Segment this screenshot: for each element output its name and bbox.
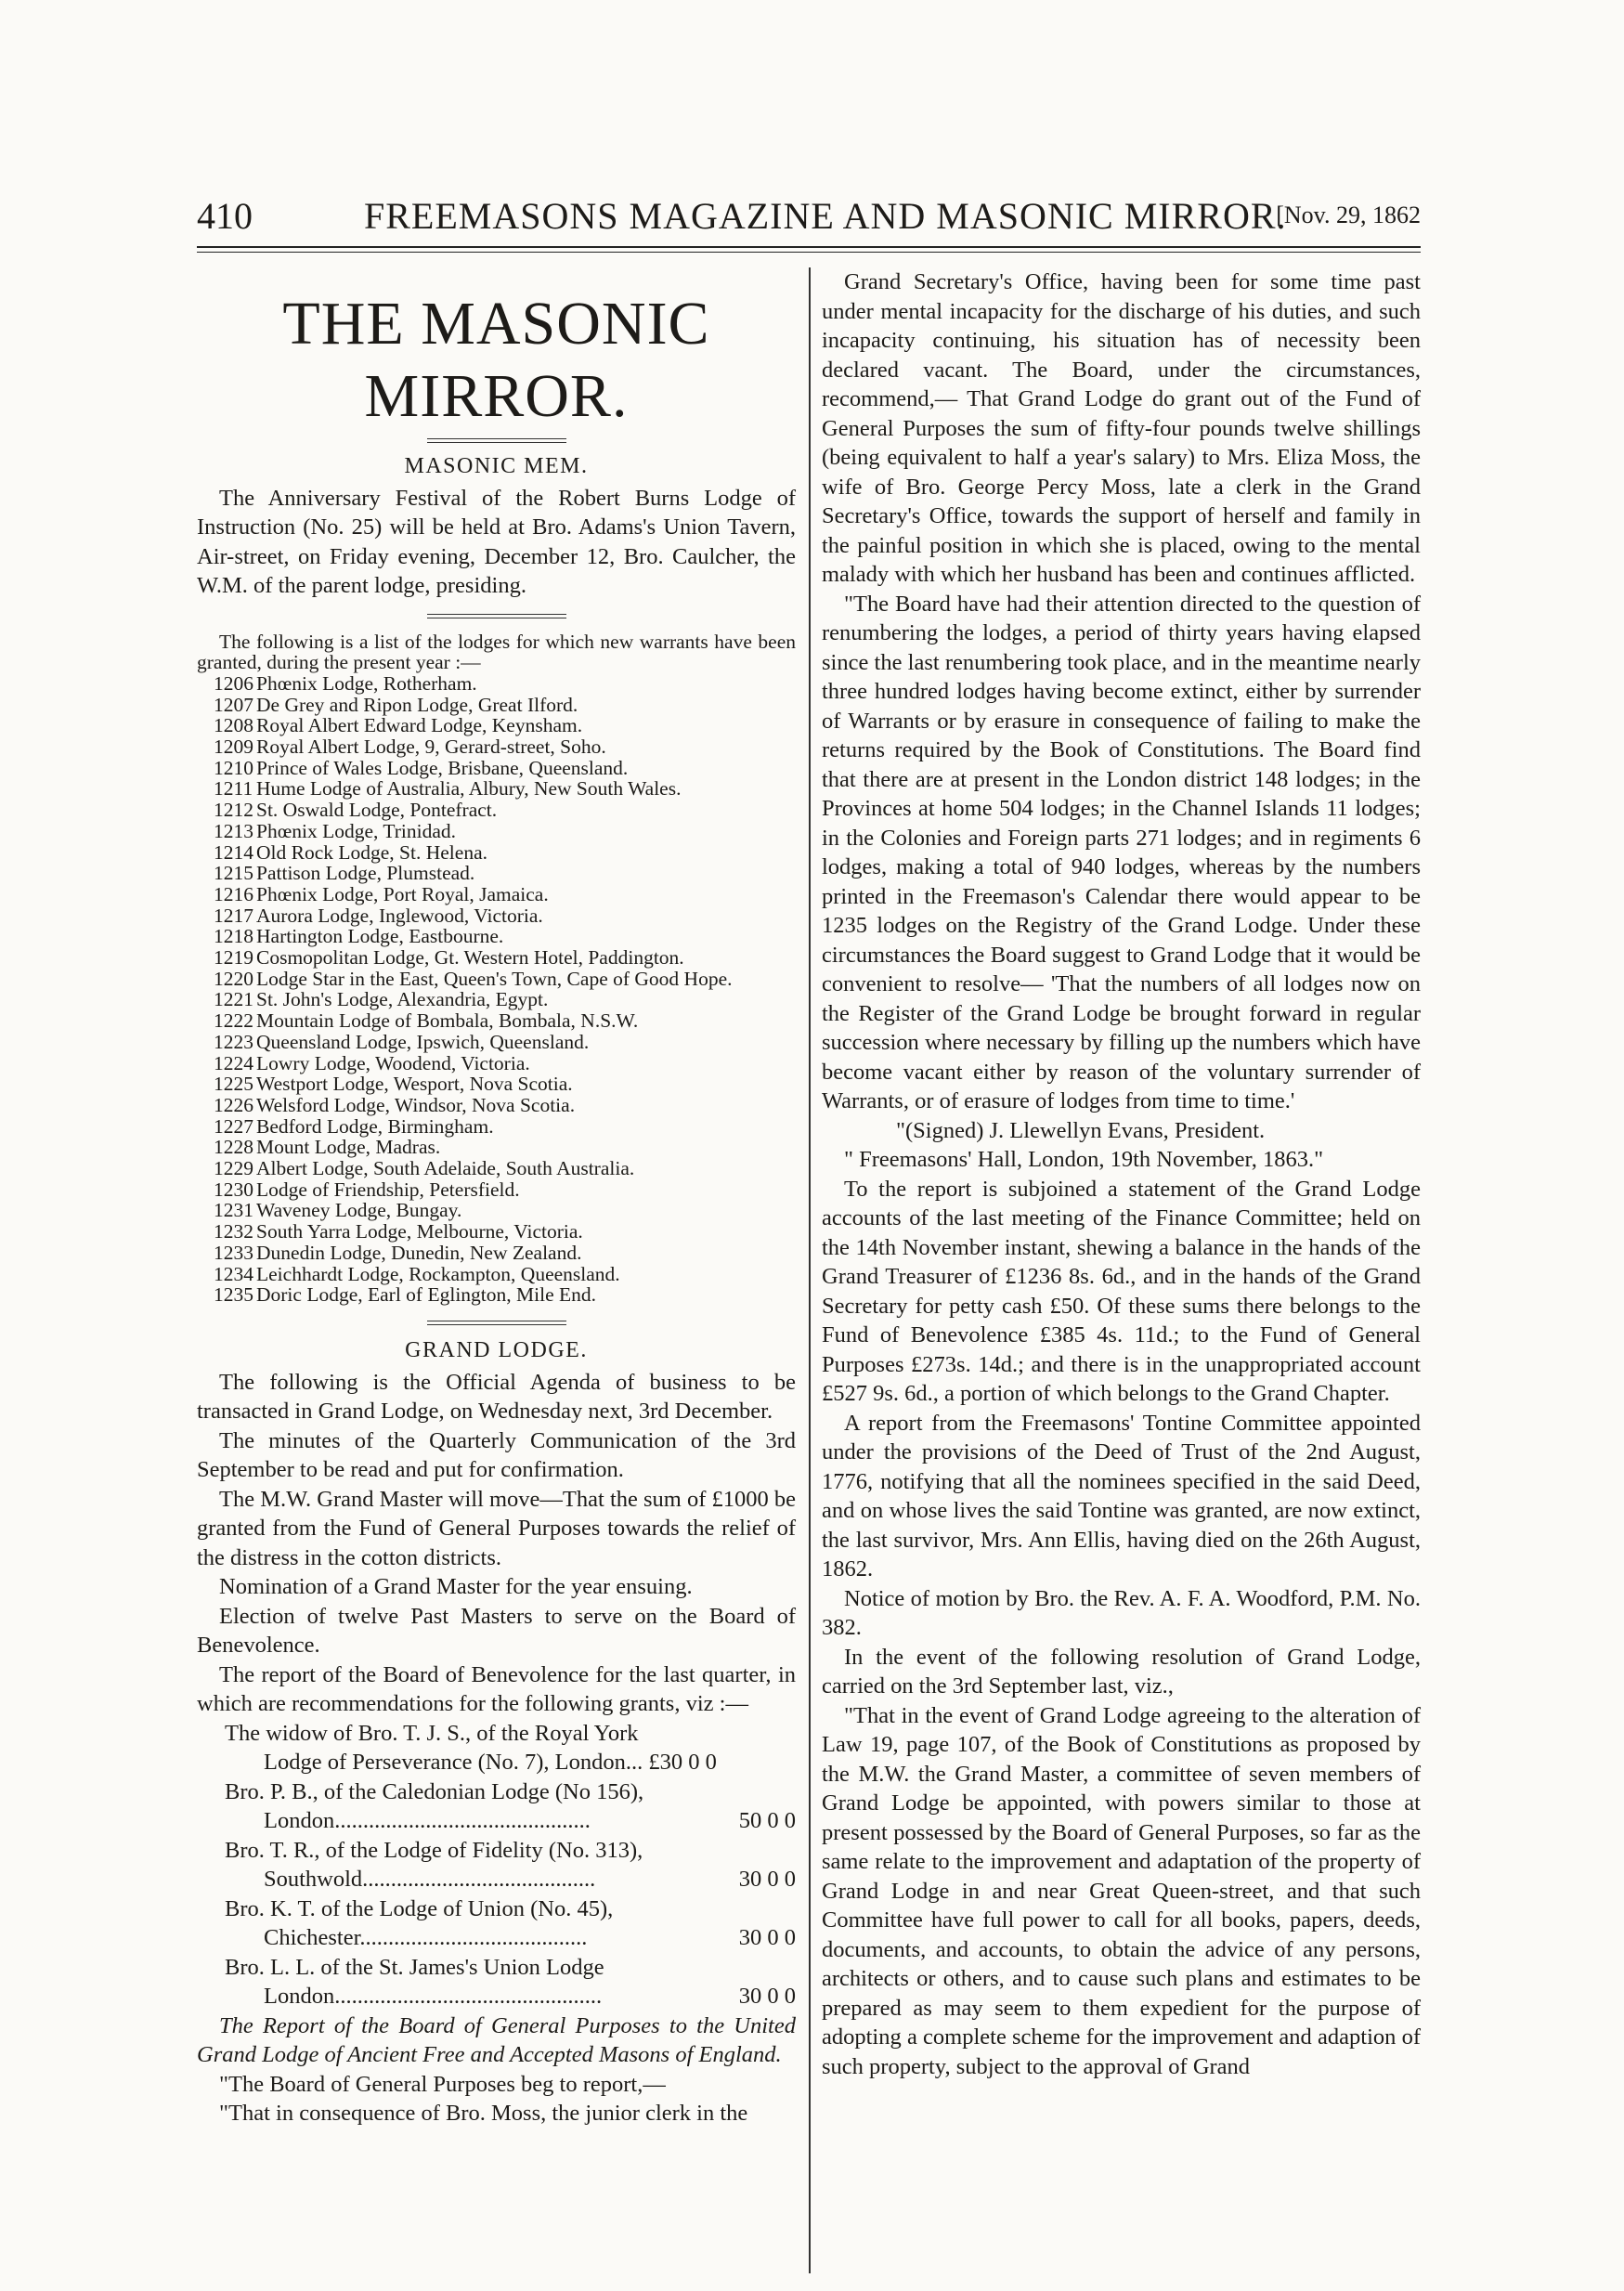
- lodge-list-item: [197, 1158, 796, 1179]
- report-appendix: [822, 1175, 1421, 2082]
- lodge-list-item: [197, 1095, 796, 1116]
- masonic-mem-text: The Anniversary Festival of the Robert Burns Lodge of Instruction (No. 25) will be held at Bro. Adams's Union Tavern, Air-street, on Friday evening, December 12, Bro. Caulcher, the W.M. of the parent lodge, presiding.: [197, 485, 796, 598]
- lodge-name: South Yarra Lodge, Melbourne, Victoria.: [256, 1220, 583, 1243]
- lodge-name: Welsford Lodge, Windsor, Nova Scotia.: [256, 1093, 576, 1116]
- grant-amount: 30 0 0: [738, 1925, 796, 1950]
- lodge-name: Albert Lodge, South Adelaide, South Australia.: [256, 1157, 635, 1180]
- grant-line: [197, 1806, 796, 1836]
- grants-list: [197, 1719, 796, 2011]
- grant-detail: Lodge of Perseverance (No. 7), London... £30 0 0: [264, 1750, 717, 1775]
- lodge-list-item: [197, 842, 796, 864]
- lodge-list-item: [197, 1010, 796, 1032]
- grant-amount: 30 0 0: [738, 1984, 796, 2009]
- lodge-number: 1232: [214, 1220, 253, 1243]
- lodge-number: 1213: [214, 819, 253, 842]
- grant-detail: Chichester........................................: [264, 1925, 588, 1950]
- lodge-list-item: [197, 715, 796, 736]
- lodge-number: 1224: [214, 1051, 253, 1074]
- lodge-number: 1211: [214, 777, 253, 801]
- lodge-name: Hume Lodge of Australia, Albury, New South Wales.: [256, 777, 682, 801]
- lodge-list-item: [197, 1053, 796, 1074]
- grand-lodge-agenda: [197, 1368, 796, 1719]
- grant-line: [197, 1923, 796, 1953]
- grand-lodge-heading: GRAND LODGE.: [405, 1338, 588, 1362]
- agenda-paragraph: The report of the Board of Benevolence for the last quarter, in which are recommendations for the following grants, viz :—: [197, 1661, 796, 1716]
- grant-detail: London.............................................: [264, 1808, 591, 1833]
- lodge-list-item: [197, 673, 796, 695]
- lodge-name: Phœnix Lodge, Trinidad.: [256, 819, 457, 842]
- lodge-name: De Grey and Ripon Lodge, Great Ilford.: [256, 693, 578, 716]
- lodge-list-item: [197, 778, 796, 800]
- report-continuation: [822, 267, 1421, 1116]
- lodge-name: Dunedin Lodge, Dunedin, New Zealand.: [256, 1241, 582, 1264]
- header-rule-thin: [197, 252, 1421, 253]
- lodge-name: Leichhardt Lodge, Rockampton, Queensland.: [256, 1262, 620, 1285]
- running-header: [197, 190, 1421, 237]
- signed-place: " Freemasons' Hall, London, 19th November, 1863.": [844, 1147, 1324, 1172]
- lodge-name: Lowry Lodge, Woodend, Victoria.: [256, 1051, 530, 1074]
- lodge-list-item: [197, 905, 796, 927]
- section-rule: [427, 614, 566, 618]
- grant-amount: [721, 1748, 796, 1777]
- report-paragraph: To the report is subjoined a statement of the Grand Lodge accounts of the last meeting of the Finance Committee; held on the 14th November instant, shewing a balance in the hands of the Grand Treasurer of £1236 8s. 6d., and in the hands of the Grand Secretary for petty cash £50. Of these sums there belongs to the Fund of Benevolence £385 4s. 11d.; to the Fund of General Purposes £273s. 14d.; and there is in the unappropriated account £527 9s. 6d., a portion of which belongs to the Grand Chapter.: [822, 1176, 1421, 1406]
- lodge-list-item: [197, 821, 796, 842]
- masonic-mem-heading: MASONIC MEM.: [404, 454, 589, 478]
- grant-line: [197, 1748, 796, 1777]
- lodge-number: 1229: [214, 1157, 253, 1180]
- lodge-list-item: [197, 1179, 796, 1201]
- issue-date: [Nov. 29, 1862: [1276, 202, 1421, 228]
- lodge-name: Lodge Star in the East, Queen's Town, Cape of Good Hope.: [256, 967, 733, 990]
- grant-detail: London...............................................: [264, 1984, 603, 2009]
- lodge-number: 1235: [214, 1283, 253, 1307]
- lodge-list-item: [197, 1221, 796, 1243]
- grant-recipient: Bro. P. B., of the Caledonian Lodge (No 156),: [225, 1778, 644, 1804]
- section-rule: [427, 1321, 566, 1325]
- lodge-number: 1210: [214, 756, 253, 779]
- lodge-list-item: [197, 1116, 796, 1138]
- grant-recipient: The widow of Bro. T. J. S., of the Royal York: [225, 1720, 639, 1746]
- grant-detail: Southwold.........................................: [264, 1867, 596, 1892]
- lodge-name: Cosmopolitan Lodge, Gt. Western Hotel, Paddington.: [256, 946, 684, 970]
- page-number: 410: [197, 195, 253, 237]
- agenda-paragraph: The following is the Official Agenda of business to be transacted in Grand Lodge, on Wednesday next, 3rd December.: [197, 1369, 796, 1424]
- lodge-list-item: [197, 863, 796, 884]
- lodge-name: St. John's Lodge, Alexandria, Egypt.: [256, 988, 549, 1011]
- lodge-list-item: [197, 884, 796, 905]
- lodge-name: Royal Albert Lodge, 9, Gerard-street, Soho.: [256, 735, 606, 759]
- grant-recipient: Bro. T. R., of the Lodge of Fidelity (No. 313),: [225, 1837, 643, 1863]
- lodge-list-item: [197, 800, 796, 821]
- lodge-list: [197, 673, 796, 1306]
- signed-text: "(Signed) J. Llewellyn Evans, President.: [896, 1117, 1266, 1143]
- grant-amount: 30 0 0: [738, 1867, 796, 1892]
- lodge-name: Queensland Lodge, Ipswich, Queensland.: [256, 1030, 590, 1053]
- agenda-paragraph: Nomination of a Grand Master for the year ensuing.: [219, 1574, 693, 1599]
- grant-recipient: Bro. K. T. of the Lodge of Union (No. 45),: [225, 1895, 614, 1921]
- lodge-list-item: [197, 1264, 796, 1285]
- lodge-name: Phœnix Lodge, Rotherham.: [256, 671, 477, 695]
- header-rule: [197, 246, 1421, 248]
- lodge-list-item: [197, 1200, 796, 1221]
- report-paragraph: "That in the event of Grand Lodge agreeing to the alteration of Law 19, page 107, of the Book of Constitutions as proposed by the M.W. the Grand Master, a committee of seven members of Grand Lodge be appointed, with powers similar to those at present possessed by the Board of General Purposes, so far as the same relate to the improvement and adaptation of the property of Grand Lodge in and near Great Queen-street, and that such Committee have full power to call for all books, papers, deeds, documents, and accounts, to obtain the advice of any persons, architects or others, and to cause such plans and estimates to be prepared as may seem to them expedient for the purpose of adopting a complete scheme for the improvement and adaption of such property, subject to the approval of Grand: [822, 1702, 1421, 2079]
- lodge-name: Pattison Lodge, Plumstead.: [256, 862, 475, 885]
- report-paragraph: "The Board have had their attention directed to the question of renumbering the lodges, a period of thirty years having elapsed since the last renumbering took place, and in the meantime nearly three hundred lodges having become extinct, either by surrender of Warrants or by erasure in consequence of failing to make the returns required by the Book of Constitutions. The Board find that there are at present in the London district 148 lodges; in the Provinces at home 504 lodges; in the Channel Islands 11 lodges; in the Colonies and Foreign parts 271 lodges; and in regiments 6 lodges, making a total of 940 lodges, whereas by the numbers printed in the Freemason's Calendar there would appear to be 1235 lodges on the Registry of the Grand Lodge. Under these circumstances the Board suggest to Grand Lodge that it would be convenient to resolve— 'That the numbers of all lodges now on the Register of the Grand Lodge be brought forward in regular succession where necessary by filling up the numbers which have become vacant either by reason of the voluntary surrender of Warrants, or of erasure of lodges from time to time.': [822, 591, 1421, 1113]
- lodge-list-item: [197, 1243, 796, 1264]
- lodge-list-item: [197, 1284, 796, 1306]
- lodge-number: 1225: [214, 1073, 253, 1096]
- lodge-number: 1234: [214, 1262, 253, 1285]
- signature-line: [822, 1116, 1421, 1146]
- lodge-number: 1230: [214, 1178, 253, 1201]
- lodge-number: 1217: [214, 904, 253, 927]
- lodge-list-item: [197, 736, 796, 758]
- left-column: [197, 267, 796, 2128]
- grant-line: [197, 1865, 796, 1894]
- lodge-name: Mountain Lodge of Bombala, Bombala, N.S.W.: [256, 1009, 639, 1033]
- report-title: The Report of the Board of General Purposes to the United Grand Lodge of Ancient Free and Accepted Masons of England.: [197, 2012, 796, 2067]
- lodge-list-item: [197, 1137, 796, 1158]
- lodge-name: Old Rock Lodge, St. Helena.: [256, 840, 487, 864]
- lodge-list-item: [197, 1074, 796, 1095]
- lodge-list-item: [197, 695, 796, 716]
- lodge-name: Westport Lodge, Wesport, Nova Scotia.: [256, 1073, 573, 1096]
- grant-amount: 50 0 0: [738, 1808, 796, 1833]
- lodge-number: 1226: [214, 1093, 253, 1116]
- lodge-name: Doric Lodge, Earl of Eglington, Mile End.: [256, 1283, 597, 1307]
- lodge-name: Prince of Wales Lodge, Brisbane, Queensland.: [256, 756, 629, 779]
- report-intro: "The Board of General Purposes beg to report,—: [219, 2071, 666, 2097]
- running-title: FREEMASONS MAGAZINE AND MASONIC MIRROR.: [364, 195, 1287, 237]
- lodge-list-item: [197, 947, 796, 969]
- lodge-list-item: [197, 758, 796, 779]
- report-paragraph: A report from the Freemasons' Tontine Committee appointed under the provisions of the Deed of Trust of the 2nd August, 1776, notifying that all the nominees specified in the said Deed, and on whose lives the said Tontine was granted, are now extinct, the last survivor, Mrs. Ann Ellis, having died on the 26th August, 1862.: [822, 1410, 1421, 1582]
- lodge-name: Mount Lodge, Madras.: [256, 1136, 441, 1159]
- lodge-name: St. Oswald Lodge, Pontefract.: [256, 799, 498, 822]
- lodge-name: Bedford Lodge, Birmingham.: [256, 1114, 494, 1138]
- lodge-name: Phœnix Lodge, Port Royal, Jamaica.: [256, 882, 549, 905]
- agenda-paragraph: The minutes of the Quarterly Communication of the 3rd September to be read and put for confirmation.: [197, 1427, 796, 1482]
- lodge-number: 1222: [214, 1009, 253, 1033]
- lodge-number: 1223: [214, 1030, 253, 1053]
- lodge-list-item: [197, 1032, 796, 1053]
- section-rule: [427, 438, 566, 443]
- lodge-number: 1231: [214, 1199, 253, 1222]
- lodge-number: 1209: [214, 735, 253, 759]
- lodge-name: Waveney Lodge, Bungay.: [256, 1199, 462, 1222]
- grant-recipient: Bro. L. L. of the St. James's Union Lodge: [225, 1954, 604, 1980]
- lodge-number: 1215: [214, 862, 253, 885]
- lodge-name: Royal Albert Edward Lodge, Keynsham.: [256, 714, 583, 737]
- lodge-list-item: [197, 926, 796, 947]
- lodge-number: 1216: [214, 882, 253, 905]
- column-divider: [809, 267, 811, 2273]
- lodge-number: 1218: [214, 925, 253, 948]
- lodge-number: 1227: [214, 1114, 253, 1138]
- warrants-intro: The following is a list of the lodges for which new warrants have been granted, during the present year :—: [197, 630, 796, 674]
- lodge-number: 1207: [214, 693, 253, 716]
- agenda-paragraph: The M.W. Grand Master will move—That the sum of £1000 be granted from the Fund of General Purposes towards the relief of the distress in the cotton districts.: [197, 1486, 797, 1570]
- lodge-number: 1233: [214, 1241, 253, 1264]
- report-start: "That in consequence of Bro. Moss, the junior clerk in the: [219, 2101, 748, 2126]
- masthead: THE MASONIC MIRROR.: [282, 290, 710, 430]
- agenda-paragraph: Election of twelve Past Masters to serve on the Board of Benevolence.: [197, 1603, 796, 1658]
- lodge-number: 1208: [214, 714, 253, 737]
- lodge-list-item: [197, 989, 796, 1010]
- report-paragraph: Notice of motion by Bro. the Rev. A. F. A. Woodford, P.M. No. 382.: [822, 1585, 1421, 1640]
- report-paragraph: Grand Secretary's Office, having been for some time past under mental incapacity for the discharge of his duties, and such incapacity continuing, his situation has of necessity been declared vacant. The Board, under the circumstances, recommend,— That Grand Lodge do grant out of the Fund of General Purposes the sum of fifty-four pounds twelve shillings (being equivalent to half a year's salary) to Mrs. Eliza Moss, the wife of Bro. George Percy Moss, late a clerk in the Grand Secretary's Office, towards the support of herself and family in the painful position in which she is placed, owing to the mental malady with which her husband has been and continues afflicted.: [822, 269, 1421, 587]
- lodge-number: 1228: [214, 1136, 253, 1159]
- lodge-number: 1219: [214, 946, 253, 970]
- lodge-name: Hartington Lodge, Eastbourne.: [256, 925, 504, 948]
- right-column: [822, 267, 1421, 2081]
- report-paragraph: In the event of the following resolution of Grand Lodge, carried on the 3rd September last, viz.,: [822, 1644, 1421, 1699]
- lodge-number: 1206: [214, 671, 253, 695]
- grant-line: [197, 1982, 796, 2011]
- lodge-list-item: [197, 969, 796, 990]
- lodge-number: 1221: [214, 988, 253, 1011]
- lodge-name: Aurora Lodge, Inglewood, Victoria.: [256, 904, 543, 927]
- lodge-number: 1212: [214, 799, 253, 822]
- lodge-number: 1214: [214, 840, 253, 864]
- lodge-name: Lodge of Friendship, Petersfield.: [256, 1178, 520, 1201]
- lodge-number: 1220: [214, 967, 253, 990]
